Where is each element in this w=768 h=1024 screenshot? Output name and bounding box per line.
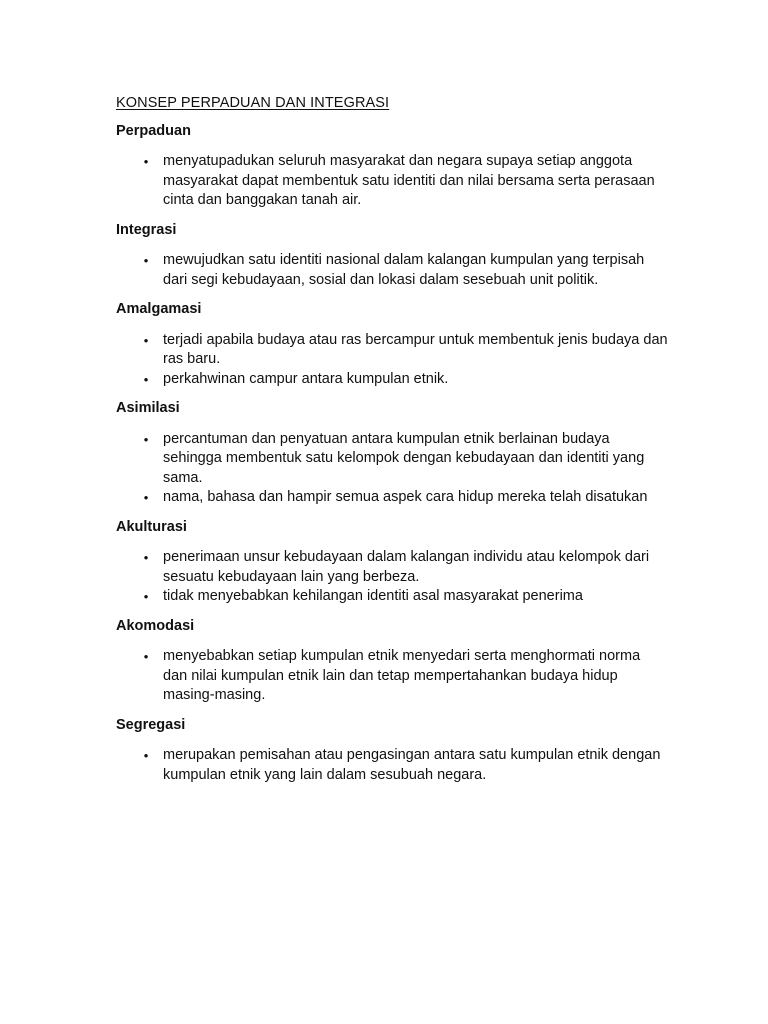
- bullet-list: [116, 548, 668, 607]
- section-integrasi: [116, 221, 668, 291]
- bullet-text: terjadi apabila budaya atau ras bercampur untuk membentuk jenis budaya dan ras baru.: [163, 331, 668, 367]
- section-akomodasi: [116, 617, 668, 706]
- bullet-item: [116, 647, 668, 706]
- bullet-text: merupakan pemisahan atau pengasingan antara satu kumpulan etnik dengan kumpulan etnik yang lain dalam sesubuah negara.: [163, 747, 661, 783]
- bullet-icon: •: [143, 371, 149, 387]
- section-amalgamasi: [116, 300, 668, 389]
- bullet-list: [116, 152, 668, 211]
- bullet-item: [116, 430, 668, 489]
- bullet-item: [116, 370, 668, 390]
- bullet-item: [116, 331, 668, 370]
- bullet-item: [116, 251, 668, 290]
- bullet-icon: •: [143, 649, 149, 664]
- bullet-icon: •: [143, 550, 149, 565]
- bullet-icon: •: [143, 154, 149, 169]
- bullet-item: [116, 587, 668, 607]
- bullet-text: menyebabkan setiap kumpulan etnik menyedari serta menghormati norma dan nilai kumpulan etnik lain dan tetap mempertahankan budaya hidup masing-masing.: [163, 648, 641, 703]
- bullet-icon: •: [143, 490, 149, 505]
- section-heading: Akulturasi: [116, 518, 187, 535]
- bullet-item: [116, 488, 668, 508]
- bullet-list: [116, 251, 668, 290]
- bullet-text: nama, bahasa dan hampir semua aspek cara hidup mereka telah disatukan: [163, 489, 648, 505]
- bullet-item: [116, 152, 668, 211]
- section-asimilasi: [116, 399, 668, 508]
- section-heading: Asimilasi: [116, 400, 180, 416]
- bullet-text: tidak menyebabkan kehilangan identiti asal masyarakat penerima: [163, 588, 583, 604]
- bullet-item: [116, 746, 668, 785]
- bullet-text: mewujudkan satu identiti nasional dalam kalangan kumpulan yang terpisah dari segi kebudayaan, sosial dan lokasi dalam sesebuah unit politik.: [163, 252, 645, 288]
- section-heading: Perpaduan: [116, 122, 191, 139]
- bullet-icon: •: [143, 748, 149, 763]
- bullet-list: [116, 746, 668, 785]
- bullet-text: menyatupadukan seluruh masyarakat dan negara supaya setiap anggota masyarakat dapat membentuk satu identiti dan nilai bersama serta perasaan cinta dan banggakan tanah air.: [163, 153, 655, 208]
- section-heading: Akomodasi: [116, 617, 195, 634]
- bullet-list: [116, 430, 668, 508]
- section-heading: Amalgamasi: [116, 301, 202, 317]
- bullet-icon: •: [143, 431, 149, 447]
- section-heading: Integrasi: [116, 221, 177, 238]
- bullet-text: penerimaan unsur kebudayaan dalam kalangan individu atau kelompok dari sesuatu kebudayaan lain yang berbeza.: [163, 549, 650, 585]
- document-title: KONSEP PERPADUAN DAN INTEGRASI: [116, 95, 390, 111]
- bullet-item: [116, 548, 668, 587]
- bullet-list: [116, 331, 668, 390]
- section-heading: Segregasi: [116, 716, 186, 733]
- bullet-text: percantuman dan penyatuan antara kumpulan etnik berlainan budaya sehingga membentuk satu kelompok dengan kebudayaan dan identiti yang sama.: [163, 430, 645, 486]
- bullet-icon: •: [143, 253, 149, 268]
- section-akulturasi: [116, 518, 668, 607]
- bullet-list: [116, 647, 668, 706]
- section-segregasi: [116, 716, 668, 786]
- section-perpaduan: [116, 122, 668, 211]
- bullet-text: perkahwinan campur antara kumpulan etnik.: [163, 370, 449, 387]
- bullet-icon: •: [143, 589, 149, 604]
- bullet-icon: •: [143, 332, 149, 348]
